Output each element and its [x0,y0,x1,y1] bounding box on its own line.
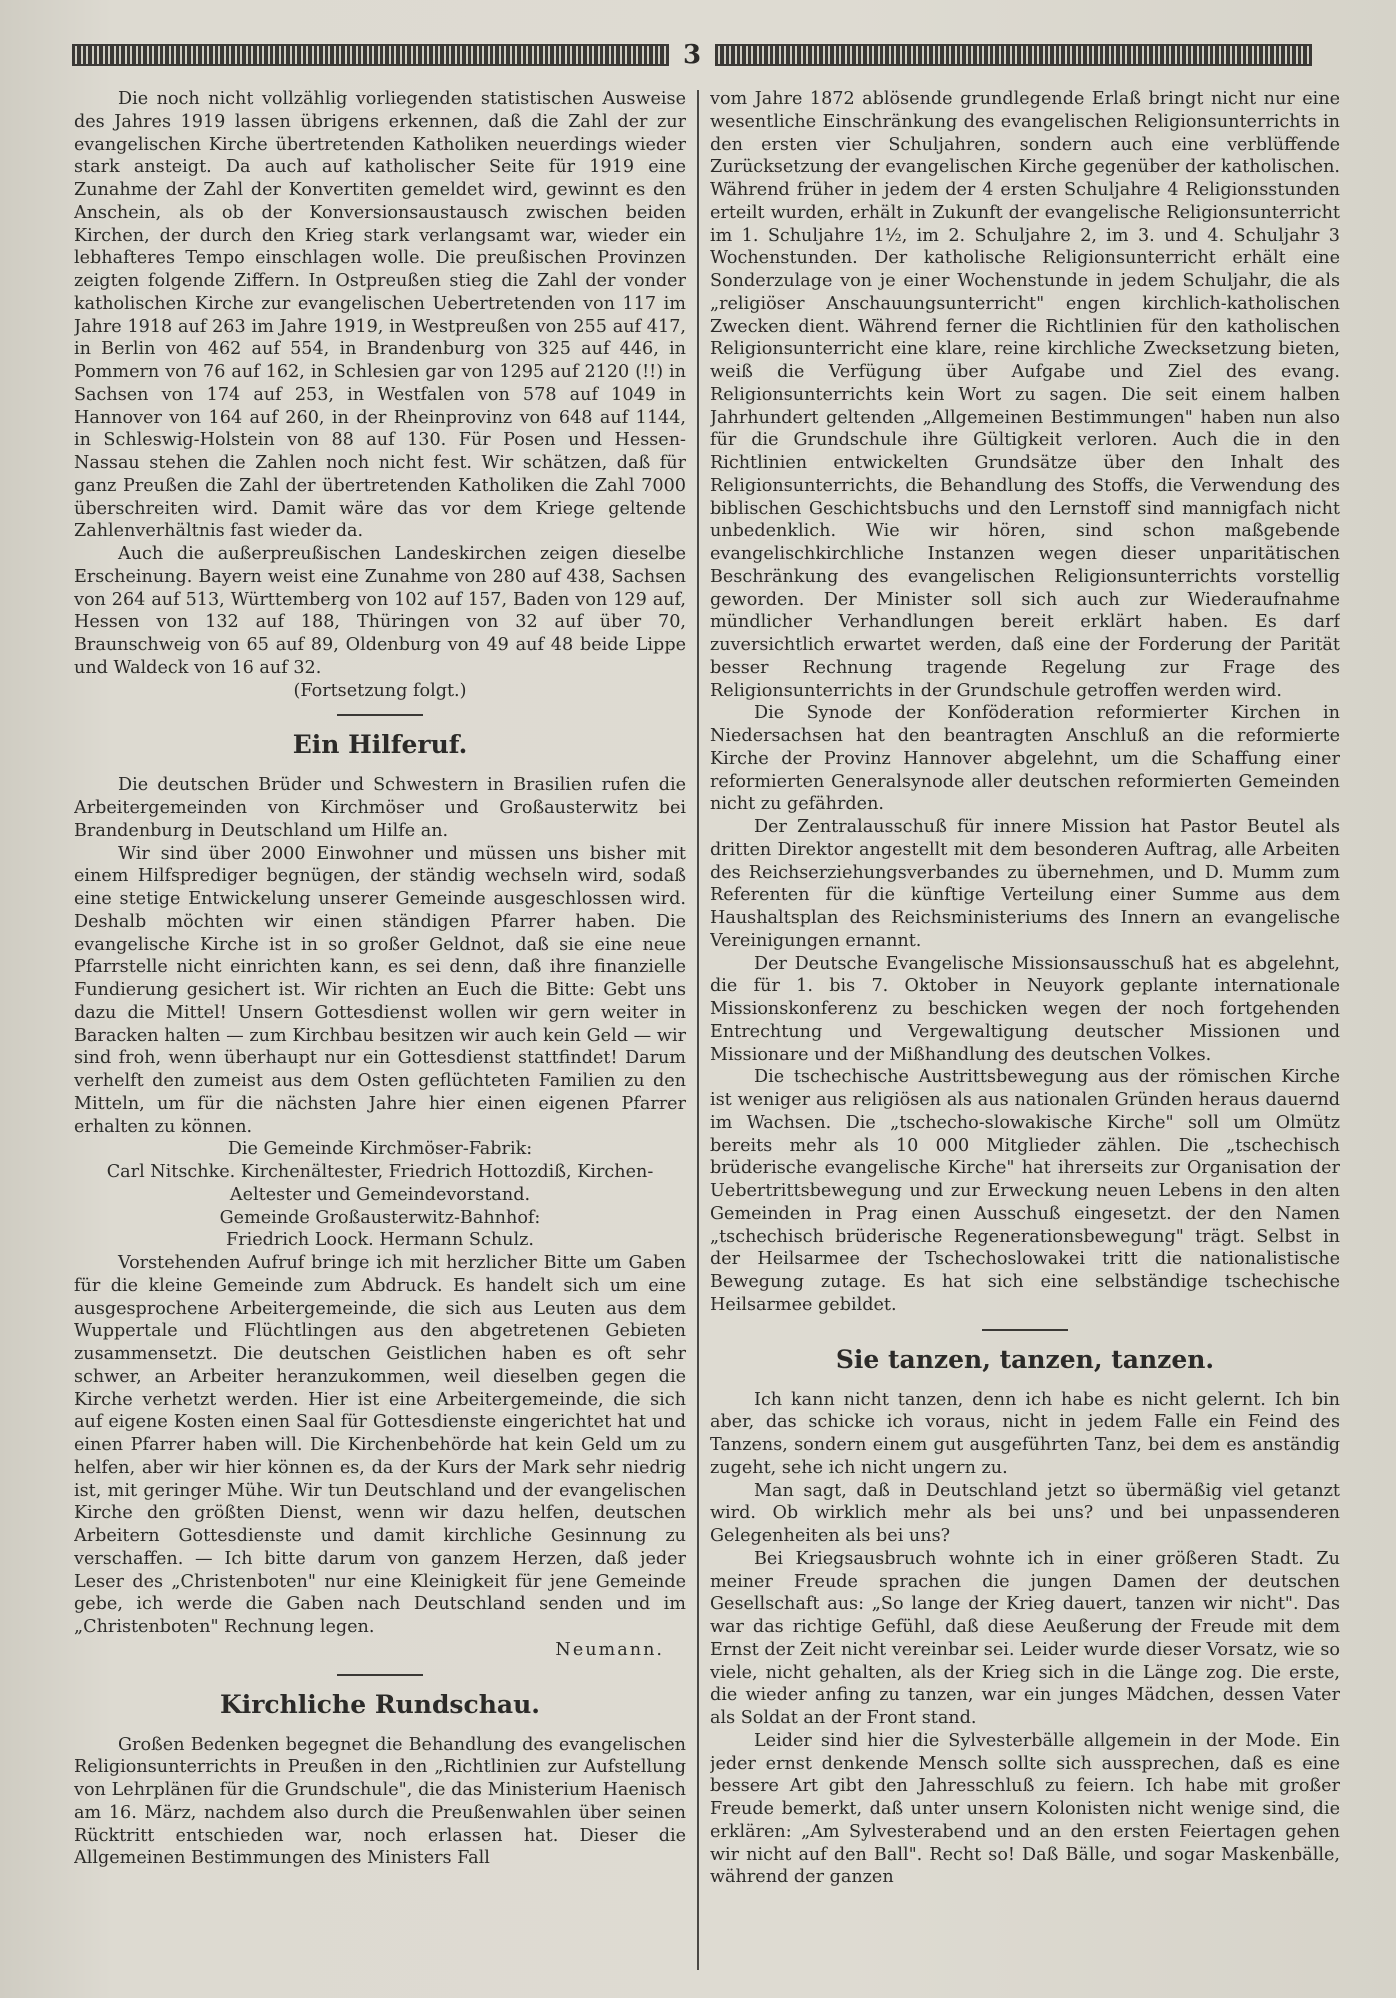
page-number: 3 [682,40,702,70]
signature-line: Friedrich Loock. Hermann Schulz. [226,1230,534,1251]
header-ornament-right [715,44,1312,66]
rundschau-paragraph-austritt: Die tschechische Austrittsbewegung aus der römischen Kirche ist weniger aus religiösen als aus nationalen Gründen heraus dauernd im Wachsen. Die „tschecho-slowakische Kirche" soll um Olmütz bereits mehr als 10 000 Mitglieder zählen. Die „tschechisch brüderische evangelische Kirche" hat ihrerseits zur Organisation der Uebertrittsbewegung und zur Erweckung neuen Lebens in den alten Gemeinden in Prag einen Ausschuß eingesetzt. der den Namen „tschechisch brüderische Regenerationsbewegung" trägt. Selbst in der Heilsarmee der Tschechoslowakei tritt die nationalistische Bewegung zutage. Es hat sich eine selbständige tschechische Heilsarmee gebildet. [710,1067,1340,1315]
rundschau-paragraph-1: Großen Bedenken begegnet die Behandlung des evangelischen Religionsunterrichts in Preußen in den „Richtlinien zur Aufstellung von Lehrplänen für die Grundschule", die das Ministerium Haenisch am 16. März, nachdem also durch die Preußenwahlen über seinen Rücktritt entschieden war, noch erlassen hat. Dieser die Allgemeinen Bestimmungen des Ministers Fall [74,1734,686,1869]
left-column [74,88,686,1968]
signature-line: Carl Nitschke. Kirchenältester, Friedrich Hottozdiß, Kirchen- [106,1162,654,1182]
editor-comment: Vorstehenden Aufruf bringe ich mit herzlicher Bitte um Gaben für die kleine Gemeinde zum Abdruck. Es handelt sich um eine ausgesprochene Arbeitergemeinde, die sich aus Leuten aus dem Wuppertale und Flüchtlingen aus den abgetretenen Gebieten zusammensetzt. Die deutschen Geistlichen haben es oft sehr schwer, an Arbeiter heranzukommen, weil dieselben gegen die Kirche verhetzt werden. Hier ist eine Arbeitergemeinde, die sich auf eigene Kosten einen Saal für Gottesdienste eingerichtet hat und einen Pfarrer haben will. Die Kirchenbehörde hat kein Geld um zu helfen, aber wir hier können es, da der Kurs der Mark sehr niedrig ist, mit geringer Mühe. Wir tun Deutschland und der evangelischen Kirche den größten Dienst, wenn wir dazu helfen, deutschen Arbeitern Gottesdienste und damit kirchliche Gesinnung zu verschaffen. — Ich bitte darum von ganzem Herzen, daß jeder Leser des „Christenboten" nur eine Kleinigkeit für jene Gemeinde gebe, ich werde die Gaben nach Deutschland senden und im „Christenboten" Rechnung legen. [74,1253,686,1637]
section-divider [982,1329,1068,1331]
signature-line: Aeltester und Gemeindevorstand. [229,1184,531,1205]
tanzen-paragraph-2: Man sagt, daß in Deutschland jetzt so übermäßig viel getanzt wird. Ob wirklich mehr als bei uns? und bei unpassenderen Gelegenheiten als bei uns? [710,1480,1340,1546]
signature-line: Gemeinde Großausterwitz-Bahnhof: [219,1207,541,1228]
rundschau-paragraph-synode: Die Synode der Konföderation reformierter Kirchen in Niedersachsen hat den beantragten Anschluß an die reformierte Kirche der Provinz Hannover abgelehnt, um die Schaffung einer reformierten Generalsynode aller deutschen reformierten Gemeinden nicht zu gefährden. [710,703,1340,815]
page-header [72,40,1312,70]
signature-line: Die Gemeinde Kirchmöser-Fabrik: [227,1139,533,1160]
section-divider [337,1674,423,1676]
hilferuf-paragraph-1: Die deutschen Brüder und Schwestern in Brasilien rufen die Arbeitergemeinden von Kirchmöser und Großausterwitz bei Brandenburg in Deutschland um Hilfe an. [74,775,686,841]
continuation-note: (Fortsetzung folgt.) [293,680,467,701]
rundschau-title: Kirchliche Rundschau. [220,1689,540,1719]
rundschau-continuation: vom Jahre 1872 ablösende grundlegende Erlaß bringt nicht nur eine wesentliche Einschränkung des evangelischen Religionsunterrichts in den ersten vier Schuljahren, sondern auch eine verblüffende Zurücksetzung der evangelischen Kirche gegenüber der katholischen. Während früher in jedem der 4 ersten Schuljahre 4 Religionsstunden erteilt wurden, erhält in Zukunft der evangelische Religionsunterricht im 1. Schuljahre 1½, im 2. Schuljahre 2, im 3. und 4. Schuljahr 3 Wochenstunden. Der katholische Religionsunterricht erhält eine Sonderzulage von je einer Wochenstunde in jedem Schuljahr, die als „religiöser Anschauungsunterricht" engen kirchlich-katholischen Zwecken dient. Während ferner die Richtlinien für den katholischen Religionsunterricht eine klare, reine kirchliche Zwecksetzung bieten, weiß die Verfügung über Aufgabe und Ziel des evang. Religionsunterrichts kein Wort zu sagen. Die seit einem halben Jahrhundert geltenden „Allgemeinen Bestimmungen" haben nun also für die Grundschule ihre Gültigkeit verloren. Auch die in den Richtlinien entwickelten Grundsätze über den Inhalt des Religionsunterrichts, die Behandlung des Stoffs, die Verwendung des biblischen Geschichtsbuchs und den Lernstoff sind mannigfach nicht unbedenklich. Wie wir hören, sind schon maßgebende evangelischkirchliche Instanzen wegen dieser unparitätischen Beschränkung des evangelischen Religionsunterrichts vorstellig geworden. Der Minister soll sich auch zur Wiederaufnahme mündlicher Verhandlungen bereit erklärt haben. Es darf zuversichtlich erwartet werden, daß eine der Forderung der Parität besser Rechnung tragende Regelung zur Frage des Religionsunterrichts in der Grundschule getroffen werden wird. [710,89,1340,701]
hilferuf-paragraph-2: Wir sind über 2000 Einwohner und müssen uns bisher mit einem Hilfsprediger begnügen, der ständig wechseln wird, sodaß eine stetige Entwickelung unserer Gemeinde ausgeschlossen wird. Deshalb möchten wir einen ständigen Pfarrer haben. Die evangelische Kirche ist in so großer Geldnot, daß sie eine neue Pfarrstelle nicht einrichten kann, es sei denn, daß ihre finanzielle Fundierung gesichert ist. Wir richten an Euch die Bitte: Gebt uns dazu die Mittel! Unsern Gottesdienst wollen wir gern weiter in Baracken halten — zum Kirchbau besitzen wir auch kein Geld — wir sind froh, wenn überhaupt nur ein Gottesdienst stattfindet! Darum verhelft den zumeist aus dem Osten geflüchteten Familien zu den Mitteln, um für die nächsten Jahre hier einen eigenen Pfarrer erhalten zu können. [74,843,686,1137]
tanzen-paragraph-1: Ich kann nicht tanzen, denn ich habe es nicht gelernt. Ich bin aber, das schicke ich voraus, nicht in jedem Falle ein Feind des Tanzens, sondern einem gut ausgeführten Tanz, bei dem es anständig zugeht, sehe ich nicht ungern zu. [710,1389,1340,1478]
section-divider [337,714,423,716]
right-column [710,88,1340,1968]
rundschau-paragraph-zentralausschuss: Der Zentralausschuß für innere Mission hat Pastor Beutel als dritten Direktor angestellt mit dem besonderen Auftrag, alle Arbeiten des Reichserziehungsverbandes zu übernehmen, und D. Mumm zum Referenten für die künftige Verteilung einer Summe aus dem Haushaltsplan des Reichsministeriums des Innern an evangelische Vereinigungen ernannt. [710,817,1340,951]
column-divider [697,90,699,1970]
header-ornament-left [72,44,669,66]
hilferuf-title: Ein Hilferuf. [292,730,468,760]
tanzen-paragraph-4: Leider sind hier die Sylvesterbälle allgemein in der Mode. Ein jeder ernst denkende Mensch sollte sich aussprechen, daß es eine bessere Art gibt den Jahresschluß zu feiern. Ich habe mit großer Freude bemerkt, daß unter unsern Kolonisten nicht wenige sind, die erklären: „Am Sylvesterabend und an den ersten Feiertagen gehen wir nicht auf den Ball". Recht so! Daß Bälle, und sogar Maskenbälle, während der ganzen [710,1730,1340,1888]
tanzen-paragraph-3: Bei Kriegsausbruch wohnte ich in einer größeren Stadt. Zu meiner Freude sprachen die jungen Damen der deutschen Gesellschaft aus: „So lange der Krieg dauert, tanzen wir nicht". Das war das richtige Gefühl, daß diese Aeußerung der Freude mit dem Ernst der Zeit nicht vereinbar sei. Leider wurde dieser Vorsatz, wie so viele, nicht gehalten, als der Krieg sich in die Länge zog. Die erste, die wieder anfing zu tanzen, war ein junges Mädchen, dessen Vater als Soldat an der Front stand. [710,1548,1340,1728]
tanzen-title: Sie tanzen, tanzen, tanzen. [835,1344,1215,1374]
rundschau-paragraph-missionsausschuss: Der Deutsche Evangelische Missionsausschuß hat es abgelehnt, die für 1. bis 7. Oktober in Neuyork geplante internationale Missionskonferenz zu beschicken wegen der noch fortgehenden Entrechtung und Vergewaltigung deutscher Missionen und Missionare und der Mißhandlung des deutschen Volkes. [710,953,1340,1065]
statistics-paragraph-1: Die noch nicht vollzählig vorliegenden statistischen Ausweise des Jahres 1919 lassen übrigens erkennen, daß die Zahl der zur evangelischen Kirche übertretenden Katholiken neuerdings wieder stark ansteigt. Da auch auf katholischer Seite für 1919 eine Zunahme der Zahl der Konvertiten gemeldet wird, gewinnt es den Anschein, als ob der Konversionsaustausch zwischen beiden Kirchen, der durch den Krieg stark verlangsamt war, wieder ein lebhafteres Tempo einschlagen wolle. Die preußischen Provinzen zeigten folgende Ziffern. In Ostpreußen stieg die Zahl der vonder katholischen Kirche zur evangelischen Uebertretenden von 117 im Jahre 1918 auf 263 im Jahre 1919, in Westpreußen von 255 auf 417, in Berlin von 462 auf 554, in Brandenburg von 325 auf 446, in Pommern von 76 auf 162, in Schlesien gar von 1295 auf 2120 (!!) in Sachsen von 174 auf 253, in Westfalen von 578 auf 1049 in Hannover von 164 auf 260, in der Rheinprovinz von 648 auf 1144, in Schleswig-Holstein von 88 auf 130. Für Posen und Hessen-Nassau stehen die Zahlen noch nicht fest. Wir schätzen, daß für ganz Preußen die Zahl der übertretenden Katholiken die Zahl 7000 überschreiten wird. Damit wäre das vor dem Kriege geltende Zahlenverhältnis fast wieder da. [74,89,686,542]
author-signature: Neumann. [555,1639,664,1660]
statistics-paragraph-2: Auch die außerpreußischen Landeskirchen zeigen dieselbe Erscheinung. Bayern weist eine Zunahme von 280 auf 438, Sachsen von 264 auf 513, Württemberg von 102 auf 157, Baden von 129 auf, Hessen von 132 auf 188, Thüringen von 32 auf über 70, Braunschweig von 65 auf 89, Oldenburg von 49 auf 48 beide Lippe und Waldeck von 16 auf 32. [74,544,686,678]
